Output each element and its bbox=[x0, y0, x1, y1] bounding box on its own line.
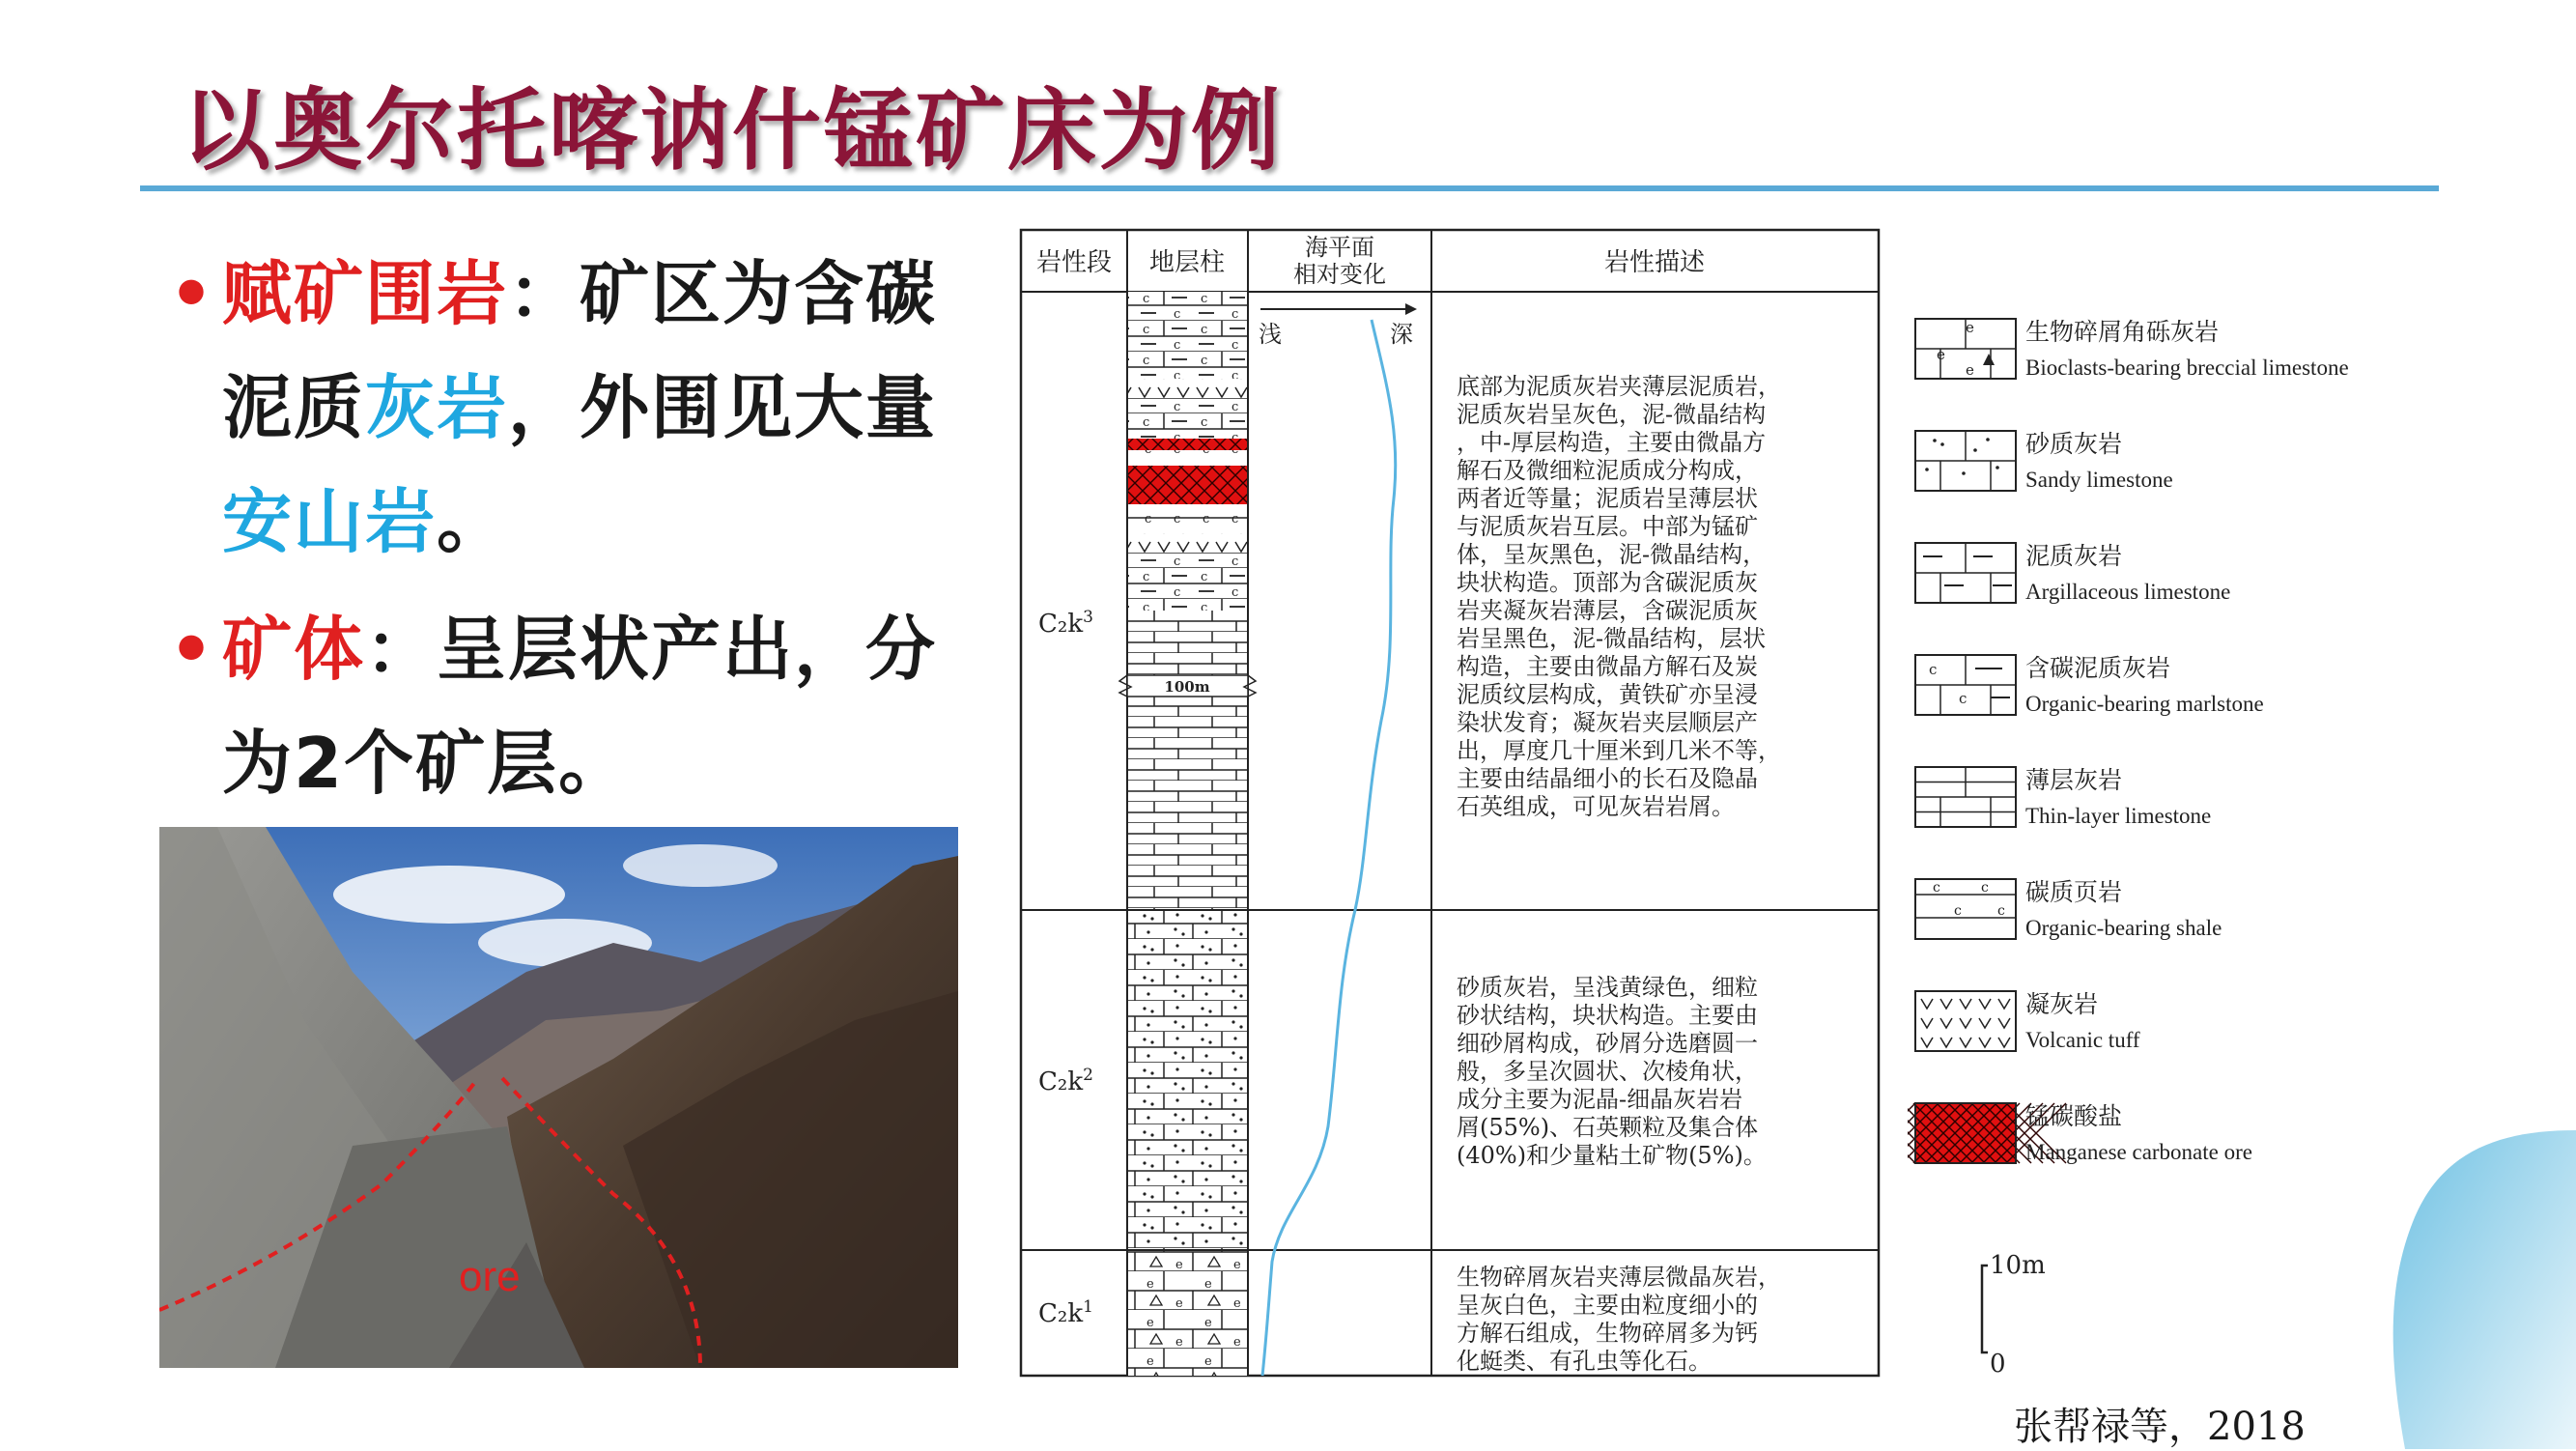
andesite-highlight: 安山岩 bbox=[222, 481, 438, 562]
header-sea-level-2: 相对变化 bbox=[1293, 261, 1386, 288]
description-line: 成分主要为泥晶-细晶灰岩岩 bbox=[1457, 1086, 1743, 1113]
legend-label-zh: 碳质页岩 bbox=[2025, 878, 2123, 906]
description-line: 泥质灰岩呈灰色，泥-微晶结构 bbox=[1457, 401, 1767, 428]
legend-item-thinlayer bbox=[1915, 766, 2211, 828]
description-line: 呈灰白色，主要由粒度细小的 bbox=[1457, 1292, 1758, 1319]
description-line: 染状发育；凝灰岩夹层顺层产 bbox=[1457, 709, 1758, 736]
thickness-marker: 100m bbox=[1164, 678, 1210, 696]
description-line: 块状构造。顶部为含碳泥质灰 bbox=[1457, 569, 1758, 596]
legend-item-ore bbox=[1908, 1102, 2252, 1164]
sea-level-deep: 深 bbox=[1390, 321, 1413, 348]
legend-label-en: Bioclasts-bearing breccial limestone bbox=[2025, 356, 2349, 380]
legend-swatch-tuff bbox=[1915, 991, 2016, 1051]
description-k3 bbox=[1457, 373, 1781, 820]
sea-level-shallow: 浅 bbox=[1259, 321, 1282, 348]
unit-label-k1-main: C₂k bbox=[1038, 1299, 1084, 1328]
svg-text:e: e bbox=[1966, 361, 1974, 379]
legend-item-marlstone bbox=[1915, 654, 2264, 716]
legend-item-shale bbox=[1915, 878, 2222, 940]
description-line: 方解石组成，生物碎屑多为钙 bbox=[1457, 1320, 1758, 1347]
svg-text:c: c bbox=[1929, 661, 1938, 678]
legend-label-zh: 凝灰岩 bbox=[2025, 990, 2099, 1018]
description-k2 bbox=[1457, 974, 1767, 1169]
legend-label-en: Organic-bearing marlstone bbox=[2025, 692, 2264, 716]
field-photo-image bbox=[159, 827, 958, 1368]
description-line: 构造，主要由微晶方解石及炭 bbox=[1457, 653, 1758, 680]
legend-label-zh: 薄层灰岩 bbox=[2025, 766, 2123, 794]
legend-rows bbox=[1908, 318, 2349, 1164]
description-line: 底部为泥质灰岩夹薄层泥质岩， bbox=[1457, 373, 1781, 400]
description-line: 砂状结构，块状构造。主要由 bbox=[1457, 1002, 1758, 1029]
scale-bottom: 0 bbox=[1990, 1350, 2006, 1379]
legend-item-bioclast bbox=[1915, 318, 2349, 380]
legend-label-en: Organic-bearing shale bbox=[2025, 916, 2222, 940]
description-line: 解石及微细粒泥质成分构成， bbox=[1457, 457, 1758, 484]
unit-label-k3-sup: 3 bbox=[1083, 608, 1093, 627]
bullet-orebody bbox=[169, 592, 942, 820]
legend-label-zh: 锰碳酸盐 bbox=[2025, 1102, 2123, 1130]
legend-label-en: Argillaceous limestone bbox=[2025, 580, 2231, 604]
legend-label-zh: 泥质灰岩 bbox=[2025, 542, 2123, 570]
host-rock-text-b: ，外围见大量 bbox=[508, 367, 938, 448]
description-line: 屑(55%)、石英颗粒及集合体 bbox=[1457, 1114, 1759, 1141]
ore-label: ore bbox=[459, 1253, 521, 1300]
limestone-highlight: 灰岩 bbox=[365, 367, 509, 448]
header-column: 地层柱 bbox=[1148, 248, 1226, 277]
ore-layer-upper bbox=[1127, 439, 1248, 450]
stratigraphic-column bbox=[1019, 228, 1888, 1378]
description-line: ，中-厚层构造，主要由微晶方 bbox=[1457, 429, 1767, 456]
scale-bar bbox=[1970, 1246, 2164, 1381]
description-line: 砂质灰岩，呈浅黄绿色，细粒 bbox=[1457, 974, 1758, 1001]
unit-label-k2-sup: 2 bbox=[1083, 1066, 1093, 1085]
description-line: 与泥质灰岩互层。中部为锰矿 bbox=[1457, 513, 1758, 540]
legend-swatch-thinlayer bbox=[1915, 767, 2016, 827]
scale-top: 10m bbox=[1990, 1251, 2046, 1280]
citation: 张帮禄等，2018 bbox=[2014, 1405, 2306, 1449]
bullet-dot: • bbox=[169, 609, 216, 690]
description-line: 化蜓类、有孔虫等化石。 bbox=[1457, 1348, 1712, 1375]
description-line: 石英组成，可见灰岩岩屑。 bbox=[1457, 793, 1735, 820]
svg-text:c: c bbox=[1954, 903, 1962, 919]
legend-label-zh: 含碳泥质灰岩 bbox=[2025, 654, 2171, 682]
description-line: (40%)和少量粘土矿物(5%)。 bbox=[1457, 1142, 1767, 1169]
svg-text:e: e bbox=[1937, 346, 1945, 363]
legend-swatch-argillaceous bbox=[1915, 543, 2016, 603]
svg-text:e: e bbox=[1966, 319, 1974, 336]
svg-text:c: c bbox=[1981, 880, 1989, 896]
bullet-list bbox=[169, 237, 942, 834]
ore-layer-main bbox=[1127, 466, 1248, 504]
svg-text:c: c bbox=[1933, 880, 1940, 896]
orebody-label: 矿体 bbox=[222, 609, 366, 690]
bullet-host-rock bbox=[169, 237, 942, 579]
host-rock-text-c: 。 bbox=[437, 481, 509, 562]
unit-label-k3-main: C₂k bbox=[1038, 610, 1084, 639]
description-line: 主要由结晶细小的长石及隐晶 bbox=[1457, 765, 1758, 792]
legend-item-argillaceous bbox=[1915, 542, 2230, 604]
legend-label-zh: 生物碎屑角砾灰岩 bbox=[2025, 318, 2220, 346]
header-sea-level-1: 海平面 bbox=[1305, 234, 1374, 261]
unit-label-k1-sup: 1 bbox=[1083, 1297, 1093, 1317]
legend-label-zh: 砂质灰岩 bbox=[2025, 430, 2123, 458]
description-line: 泥质纹层构成，黄铁矿亦呈浸 bbox=[1457, 681, 1758, 708]
header-description: 岩性描述 bbox=[1603, 248, 1706, 277]
description-line: 两者近等量；泥质岩呈薄层状 bbox=[1457, 485, 1758, 512]
host-rock-text-a: ：矿区为含碳泥质 bbox=[222, 253, 938, 448]
lithology-legend bbox=[1908, 299, 2410, 1362]
host-rock-label: 赋矿围岩 bbox=[222, 253, 509, 334]
unit-label-k2-main: C₂k bbox=[1038, 1067, 1084, 1096]
legend-label-en: Sandy limestone bbox=[2025, 468, 2173, 492]
legend-swatch-bioclast bbox=[1915, 319, 2016, 379]
legend-swatch-sandy bbox=[1915, 431, 2016, 491]
legend-label-en: Volcanic tuff bbox=[2025, 1028, 2140, 1052]
legend-item-sandy bbox=[1915, 430, 2173, 492]
svg-text:c: c bbox=[1997, 903, 2005, 919]
legend-label-en: Thin-layer limestone bbox=[2025, 804, 2212, 828]
legend-swatch-marlstone bbox=[1915, 655, 2016, 715]
legend-item-tuff bbox=[1915, 990, 2140, 1052]
description-line: 体，呈灰黑色，泥-微晶结构， bbox=[1457, 541, 1767, 568]
description-line: 般，多呈次圆状、次棱角状， bbox=[1457, 1058, 1758, 1085]
title-underline bbox=[140, 185, 2439, 191]
svg-text:c: c bbox=[1959, 690, 1967, 707]
header-unit: 岩性段 bbox=[1035, 248, 1113, 277]
description-line: 出，厚度几十厘米到几米不等， bbox=[1457, 737, 1781, 764]
orebody-text: ：呈层状产出，分为2个矿层。 bbox=[222, 609, 938, 804]
description-line: 岩呈黑色，泥-微晶结构，层状 bbox=[1457, 625, 1767, 652]
corner-decoration bbox=[2386, 1130, 2576, 1449]
legend-label-en: Manganese carbonate ore bbox=[2025, 1140, 2252, 1164]
legend-swatch-shale bbox=[1915, 879, 2016, 939]
slide-title: 以奥尔托喀讷什锰矿床为例 bbox=[182, 79, 1284, 183]
description-line: 岩夹凝灰岩薄层，含碳泥质灰 bbox=[1457, 597, 1758, 624]
field-photo bbox=[159, 827, 958, 1368]
description-line: 生物碎屑灰岩夹薄层微晶灰岩， bbox=[1457, 1264, 1781, 1291]
bullet-dot: • bbox=[169, 253, 216, 334]
description-line: 细砂屑构成，砂屑分选磨圆一 bbox=[1457, 1030, 1758, 1057]
